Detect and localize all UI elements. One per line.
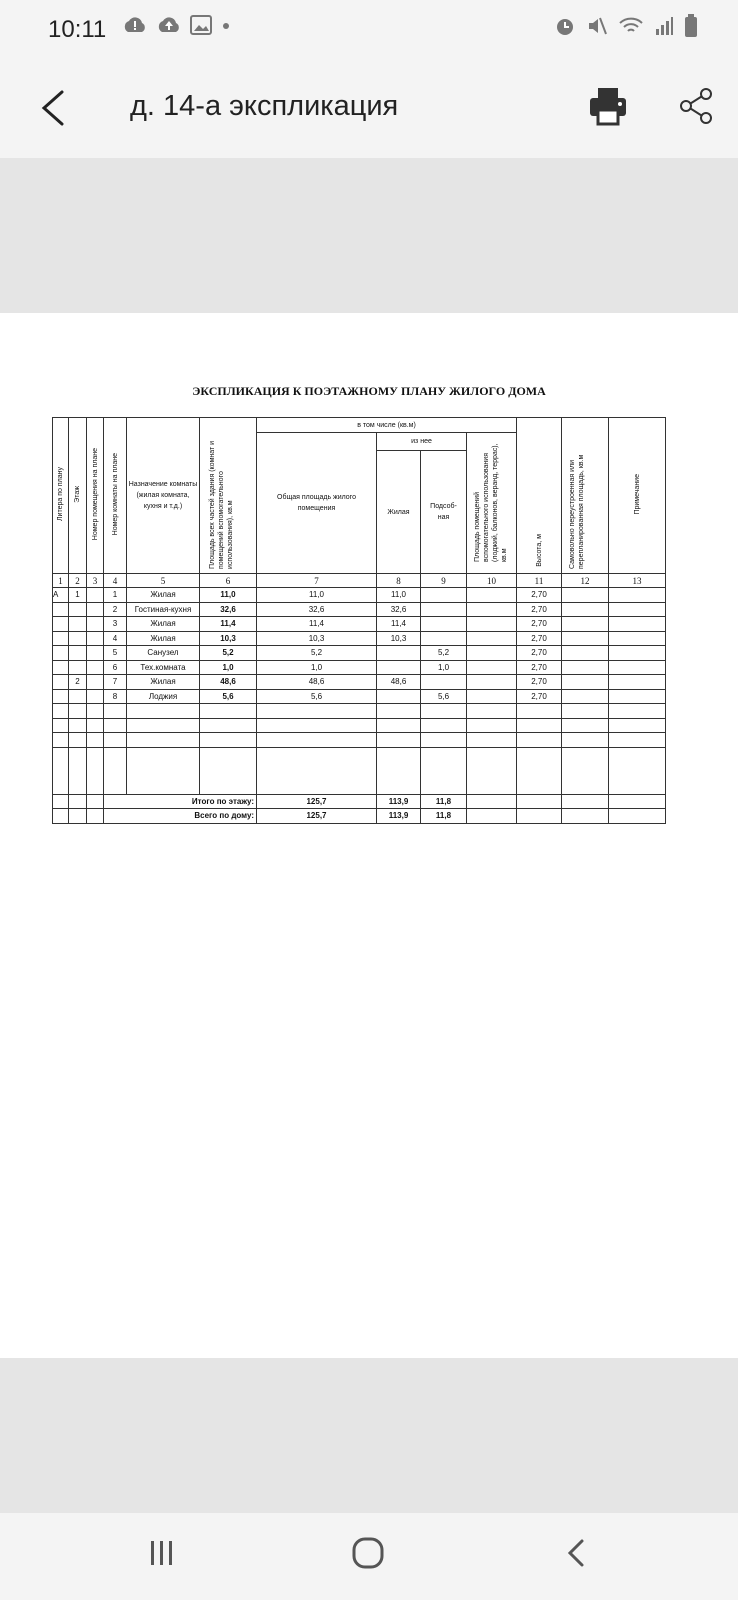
status-time: 10:11 — [48, 16, 107, 43]
header-col-11: Высота, м — [517, 418, 562, 574]
table-row: 8 Лоджия 5,6 5,6 5,6 2,70 — [53, 689, 666, 704]
column-numbers-row: 1 2 3 4 5 6 7 8 9 10 11 12 13 — [53, 574, 666, 588]
document-page[interactable] — [0, 313, 738, 1358]
header-col-7: Общая площадь жилого помещения — [257, 433, 377, 574]
header-col-13: Примечание — [609, 418, 666, 574]
floor-total-row: Итого по этажу: 125,7 113,9 11,8 — [53, 794, 666, 809]
header-subgroup: из нее — [377, 433, 467, 451]
header-col-5: Назначение комнаты (жилая комната, кухня и т.д.) — [127, 418, 200, 574]
table-row-empty — [53, 733, 666, 748]
document-gap-top — [0, 158, 738, 313]
dot-icon — [220, 14, 232, 36]
header-col-3: Номер помещения на плане — [87, 418, 104, 574]
table-row: 5 Санузел 5,2 5,2 5,2 2,70 — [53, 646, 666, 661]
app-bar — [0, 58, 738, 158]
back-icon[interactable] — [558, 1533, 598, 1573]
signal-icon — [654, 15, 674, 37]
header-col-10: Площадь помещений вспомогательного использования (лоджий, балконов, веранд, террас), кв.м — [467, 433, 517, 574]
table-row: 6 Тех.комната 1,0 1,0 1,0 2,70 — [53, 660, 666, 675]
table-row: 2 7 Жилая 48,6 48,6 48,6 2,70 — [53, 675, 666, 690]
header-group: в том числе (кв.м) — [257, 418, 517, 433]
table-row: 2 Гостиная-кухня 32,6 32,6 32,6 2,70 — [53, 602, 666, 617]
alarm-icon — [554, 15, 576, 37]
table-row: 3 Жилая 11,4 11,4 11,4 2,70 — [53, 617, 666, 632]
mute-icon — [586, 15, 608, 37]
cloud-upload-icon — [156, 14, 182, 36]
navigation-bar — [0, 1513, 738, 1600]
document-title: ЭКСПЛИКАЦИЯ К ПОЭТАЖНОМУ ПЛАНУ ЖИЛОГО ДОМА — [192, 384, 546, 398]
status-bar — [0, 0, 738, 58]
table-row-empty — [53, 718, 666, 733]
wifi-icon — [618, 15, 644, 37]
battery-icon — [684, 14, 698, 38]
header-col-9: Подсоб-ная — [421, 451, 467, 574]
table-row-empty — [53, 704, 666, 719]
header-col-2: Этаж — [69, 418, 87, 574]
header-col-6: Площадь всех частей здания (комнат и помещений вспомогательного использования), кв.м — [200, 418, 257, 574]
table-row-empty — [53, 747, 666, 794]
header-col-4: Номер комнаты на плане — [104, 418, 127, 574]
header-col-8: Жилая — [377, 451, 421, 574]
chevron-left-icon[interactable] — [36, 88, 72, 128]
table-row: 4 Жилая 10,3 10,3 10,3 2,70 — [53, 631, 666, 646]
home-icon[interactable] — [348, 1533, 388, 1573]
recents-icon[interactable] — [142, 1533, 182, 1573]
table-row: А 1 1 Жилая 11,0 11,0 11,0 2,70 — [53, 588, 666, 603]
share-icon[interactable] — [678, 86, 714, 126]
document-gap-bottom — [0, 1358, 738, 1513]
alert-cloud-icon — [122, 14, 148, 36]
printer-icon[interactable] — [588, 86, 628, 126]
page-title: д. 14-а экспликация — [130, 90, 399, 122]
header-col-1: Литера по плану — [53, 418, 69, 574]
house-total-row: Всего по дому: 125,7 113,9 11,8 — [53, 809, 666, 824]
image-icon — [190, 14, 212, 36]
explication-table — [52, 417, 666, 824]
header-col-12: Самовольно переустроенная или перепланированная площадь, кв.м — [562, 418, 609, 574]
